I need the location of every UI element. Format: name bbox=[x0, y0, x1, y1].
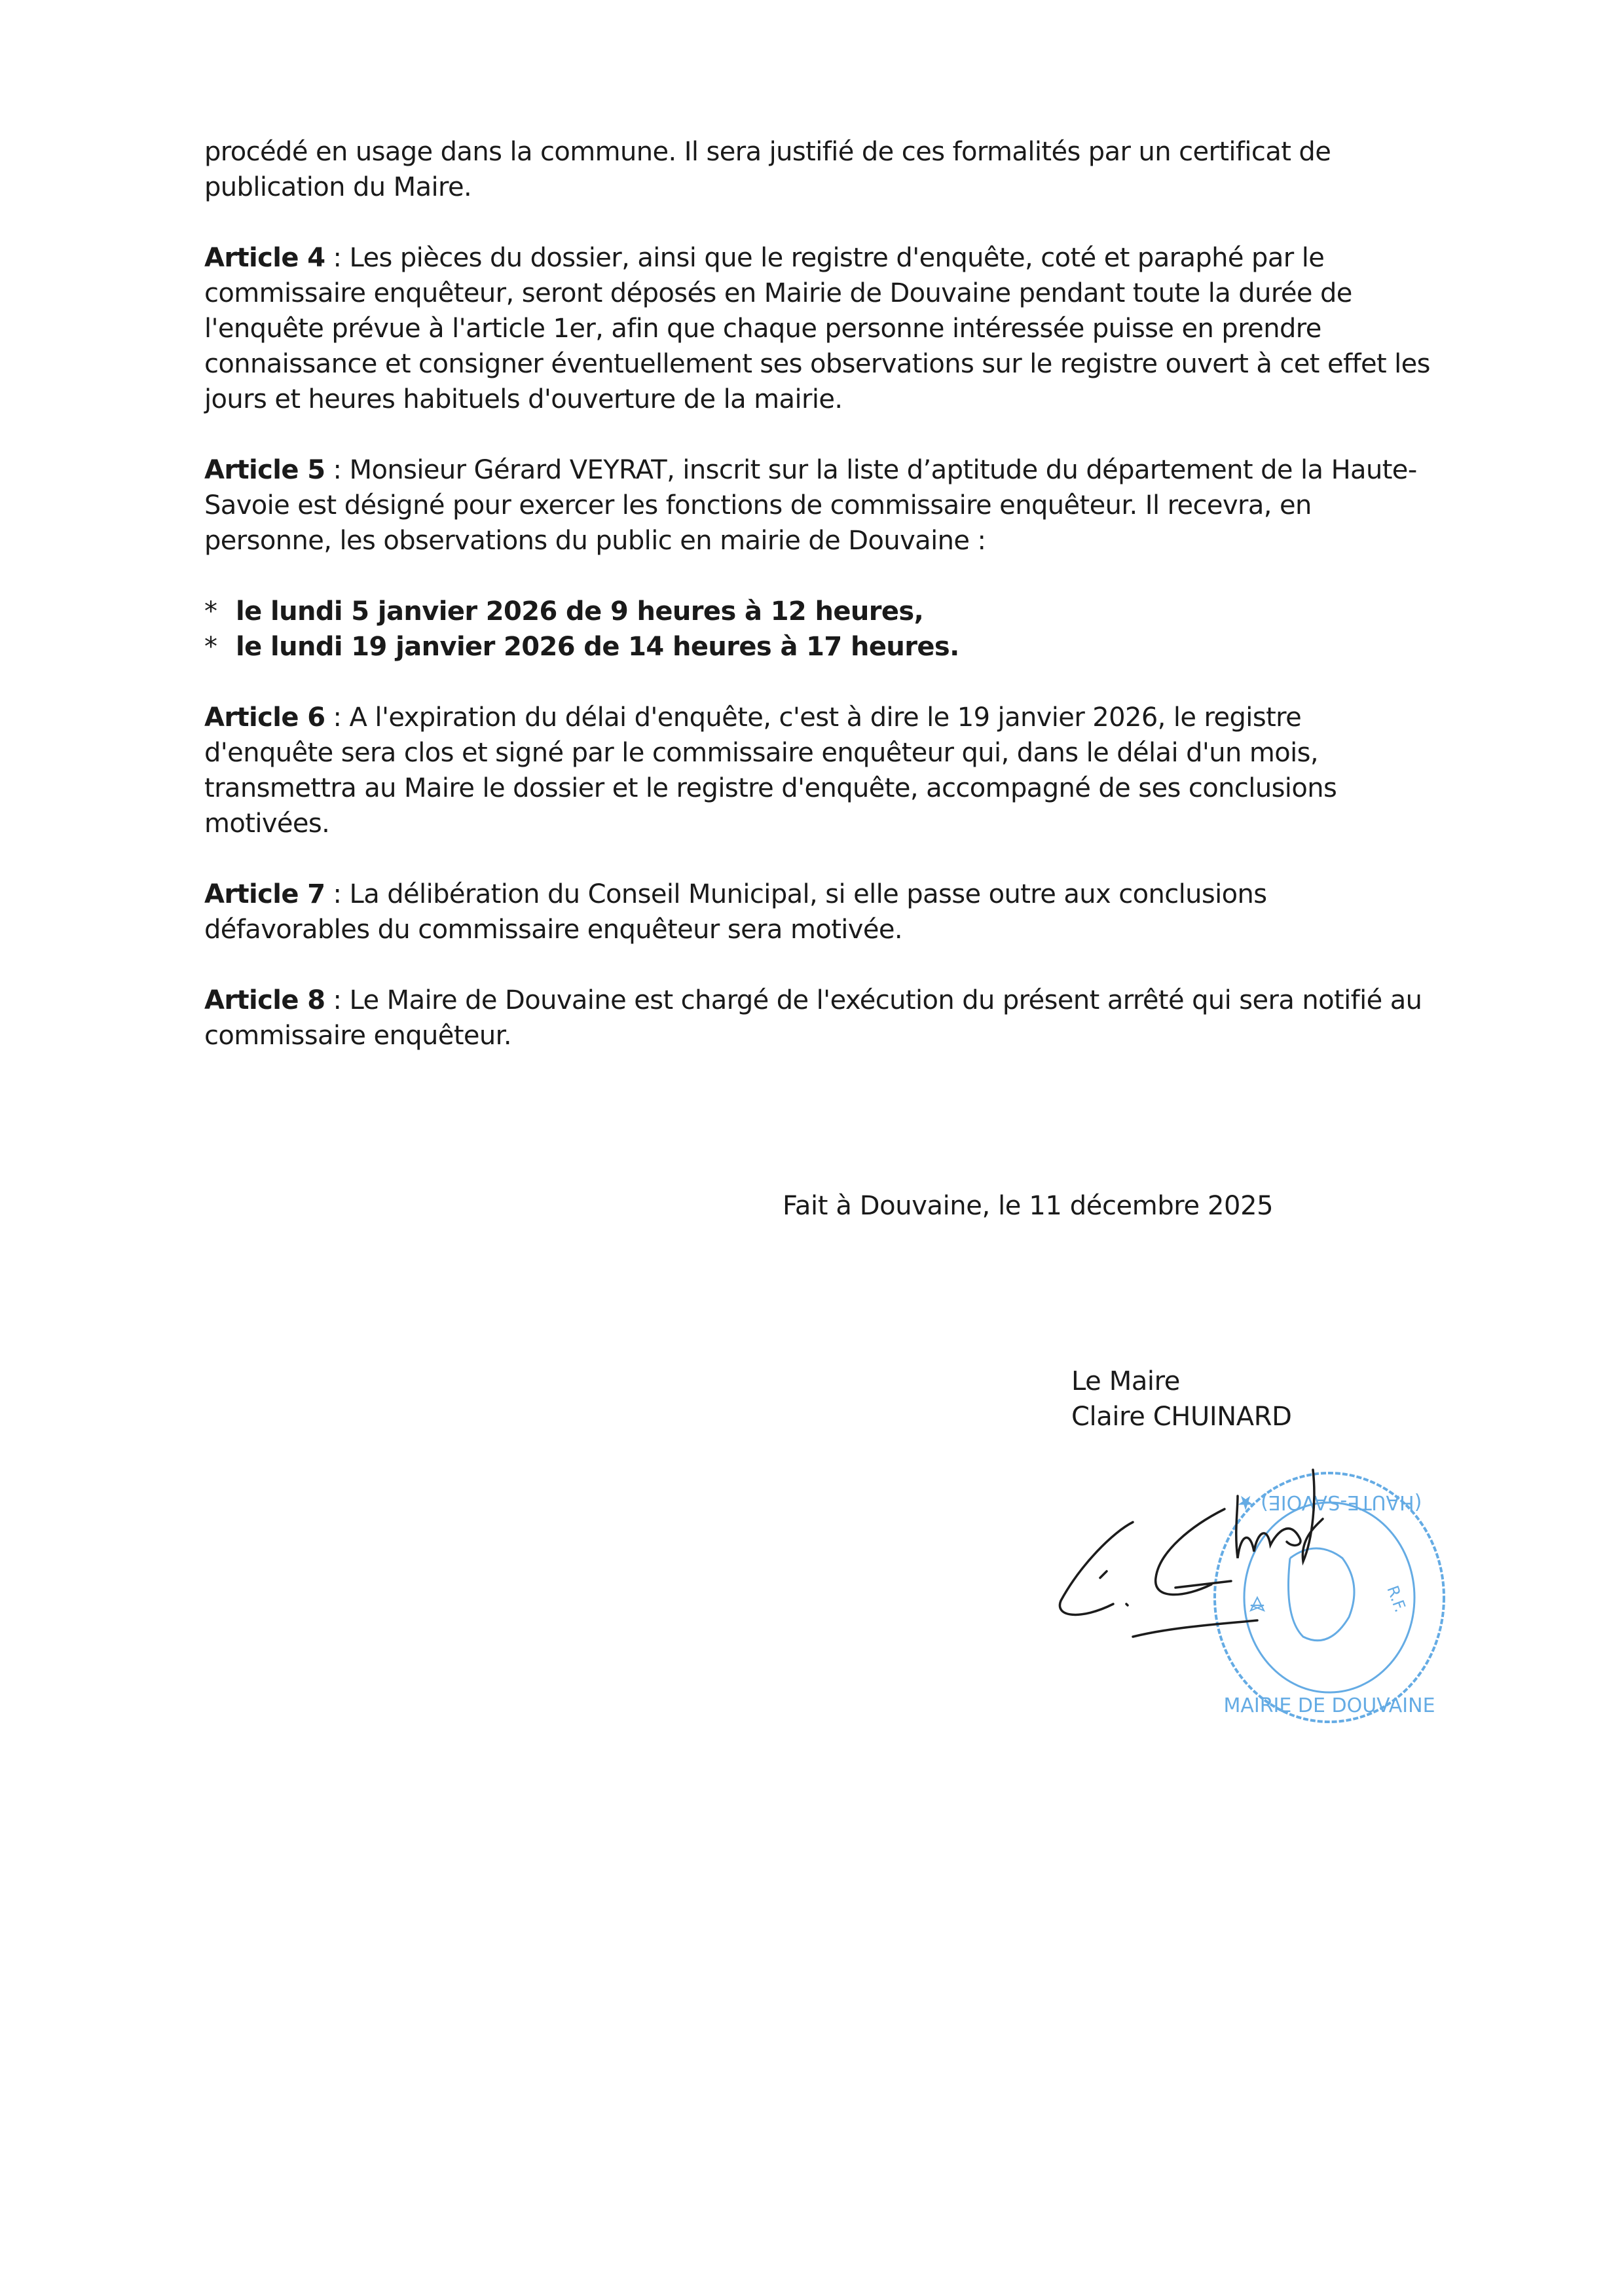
article-label: Article 8 bbox=[204, 985, 325, 1015]
article-label: Article 4 bbox=[204, 243, 325, 273]
signature-and-seal bbox=[1041, 1460, 1460, 1735]
permanence-date: le lundi 19 janvier 2026 de 14 heures à 17 heures. bbox=[236, 632, 959, 662]
permanence-date: le lundi 5 janvier 2026 de 9 heures à 12 heures, bbox=[236, 596, 924, 627]
article-text: Les pièces du dossier, ainsi que le registre d'enquête, coté et paraphé par le commissaire enquêteur, seront déposés en Mairie de Douvaine pendant toute la durée de l'enquête prévue à l'article 1er, afin que chaque personne intéressée puisse en prendre connaissance et consigner éventuellement ses observations sur le registre ouvert à cet effet les jours et heures habituels d'ouverture de la mairie. bbox=[204, 243, 1430, 414]
list-item bbox=[204, 594, 1435, 629]
asterisk-bullet-icon: * bbox=[204, 632, 217, 662]
place-and-date: Fait à Douvaine, le 11 décembre 2025 bbox=[783, 1191, 1274, 1221]
article-5 bbox=[204, 452, 1435, 558]
signatory-title: Le Maire bbox=[1071, 1366, 1181, 1396]
article-separator: : bbox=[325, 985, 350, 1015]
article-separator: : bbox=[325, 243, 350, 273]
article-text: Monsieur Gérard VEYRAT, inscrit sur la liste d’aptitude du département de la Haute-Savoie est désigné pour exercer les fonctions de commissaire enquêteur. Il recevra, en personne, les observations du public en mairie de Douvaine : bbox=[204, 455, 1417, 556]
opening-paragraph: procédé en usage dans la commune. Il sera justifié de ces formalités par un certificat de publication du Maire. bbox=[204, 137, 1331, 202]
article-4 bbox=[204, 240, 1435, 417]
article-separator: : bbox=[325, 702, 350, 733]
asterisk-bullet-icon: * bbox=[204, 596, 217, 627]
seal-inner-text: R.F. bbox=[1383, 1583, 1410, 1615]
official-seal-icon bbox=[1215, 1473, 1444, 1722]
article-separator: : bbox=[325, 879, 350, 909]
list-item bbox=[204, 629, 1435, 665]
article-text: A l'expiration du délai d'enquête, c'est à dire le 19 janvier 2026, le registre d'enquête sera clos et signé par le commissaire enquêteur qui, dans le délai d'un mois, transmettra au Maire le dossier et le registre d'enquête, accompagné de ses conclusions motivées. bbox=[204, 702, 1337, 839]
article-8 bbox=[204, 983, 1435, 1053]
article-text: Le Maire de Douvaine est chargé de l'exécution du présent arrêté qui sera notifié au commissaire enquêteur. bbox=[204, 985, 1422, 1051]
article-7 bbox=[204, 877, 1435, 947]
permanence-list bbox=[204, 594, 1435, 665]
article-label: Article 7 bbox=[204, 879, 325, 909]
article-6 bbox=[204, 700, 1435, 841]
article-label: Article 5 bbox=[204, 455, 325, 485]
article-text: La délibération du Conseil Municipal, si elle passe outre aux conclusions défavorables du commissaire enquêteur sera motivée. bbox=[204, 879, 1267, 945]
seal-text-bottom: MAIRIE DE DOUVAINE bbox=[1223, 1694, 1435, 1717]
signatory-name: Claire CHUINARD bbox=[1071, 1402, 1292, 1432]
document-body bbox=[204, 134, 1435, 1089]
seal-text-top: (HAUTE-SAVOIE) ★ bbox=[1236, 1491, 1422, 1514]
signature-block bbox=[1071, 1364, 1292, 1434]
article-separator: : bbox=[325, 455, 350, 485]
article-label: Article 6 bbox=[204, 702, 325, 733]
